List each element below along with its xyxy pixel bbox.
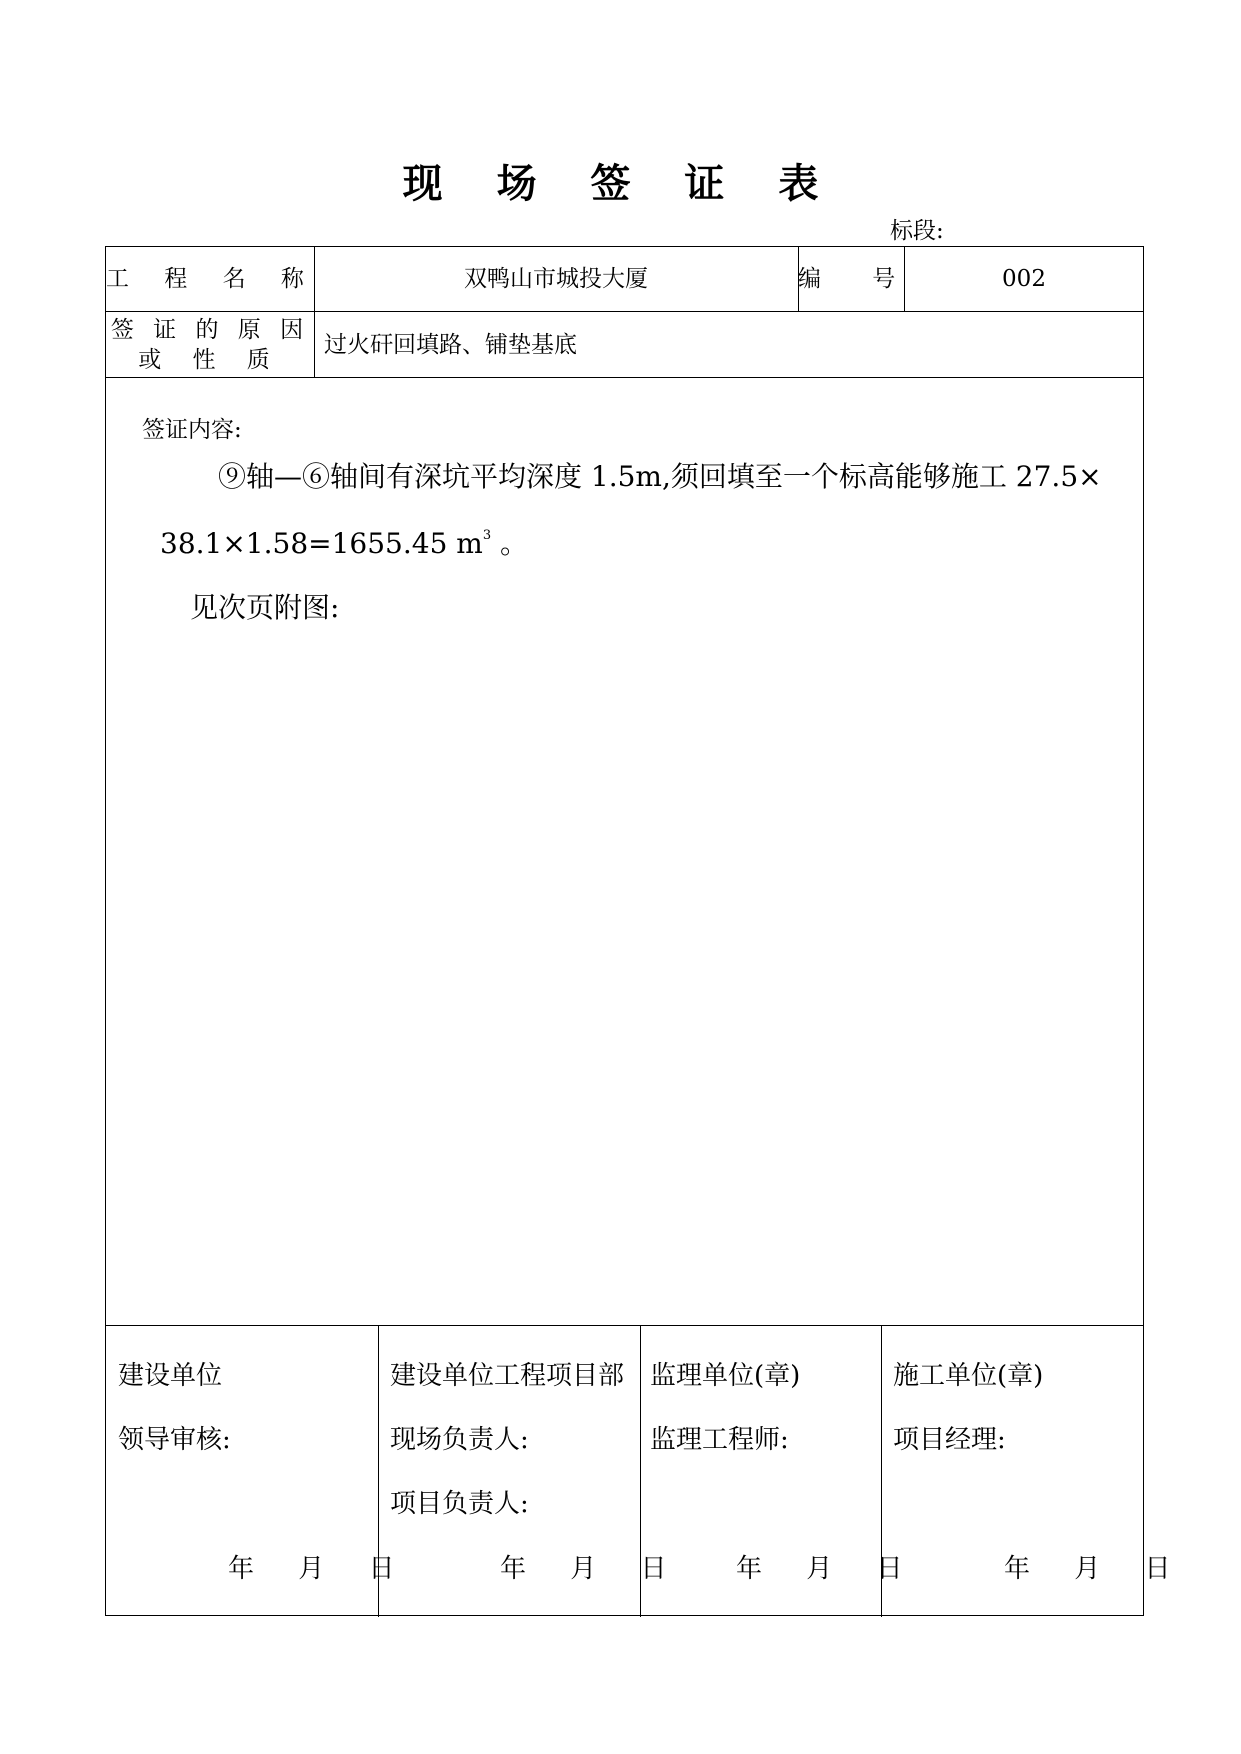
signature-title: 监理单位(章): [650, 1361, 801, 1391]
section-label: 标段:: [890, 218, 944, 244]
signature-date: 年 月 日: [500, 1554, 685, 1584]
content-line-1: ⑨轴—⑥轴间有深坑平均深度 1.5m,须回填至一个标高能够施工 27.5×: [218, 460, 1102, 493]
content-line-2: [160, 526, 528, 562]
signature-date: 年 月 日: [1004, 1554, 1189, 1584]
visa-form-table: [105, 246, 1189, 1616]
row-divider: [106, 311, 1143, 312]
signature-title: 建设单位工程项目部: [390, 1361, 625, 1391]
line-end-punctuation: 。: [491, 527, 529, 560]
document-title: 现 场 签 证 表: [402, 160, 839, 207]
signature-line: 项目经理:: [893, 1425, 1006, 1455]
project-name-value: 双鸭山市城投大厦: [464, 266, 648, 292]
volume-calculation: 38.1×1.58=1655.45 m: [160, 527, 483, 560]
signature-date: 年 月 日: [736, 1554, 921, 1584]
signature-line: 监理工程师:: [650, 1425, 789, 1455]
row-divider: [106, 1325, 1143, 1326]
reason-label-line1: 签 证 的 原 因: [110, 317, 310, 343]
reason-label-line2: 或 性 质: [138, 347, 282, 373]
signature-date: 年 月 日: [228, 1554, 413, 1584]
signature-title: 施工单位(章): [893, 1361, 1044, 1391]
signature-line: 领导审核:: [118, 1425, 231, 1455]
number-label: 编 号: [798, 266, 918, 292]
reason-value: 过火矸回填路、铺垫基底: [324, 332, 577, 358]
number-value: 002: [1002, 266, 1046, 292]
content-label: 签证内容:: [142, 417, 242, 443]
cubic-superscript: 3: [482, 528, 492, 543]
row-divider: [106, 377, 1143, 378]
signature-line: 项目负责人:: [390, 1489, 529, 1519]
project-name-label: 工 程 名 称: [106, 266, 318, 292]
content-line-3: 见次页附图:: [190, 591, 340, 624]
signature-line: 现场负责人:: [390, 1425, 529, 1455]
signature-title: 建设单位: [118, 1361, 223, 1391]
